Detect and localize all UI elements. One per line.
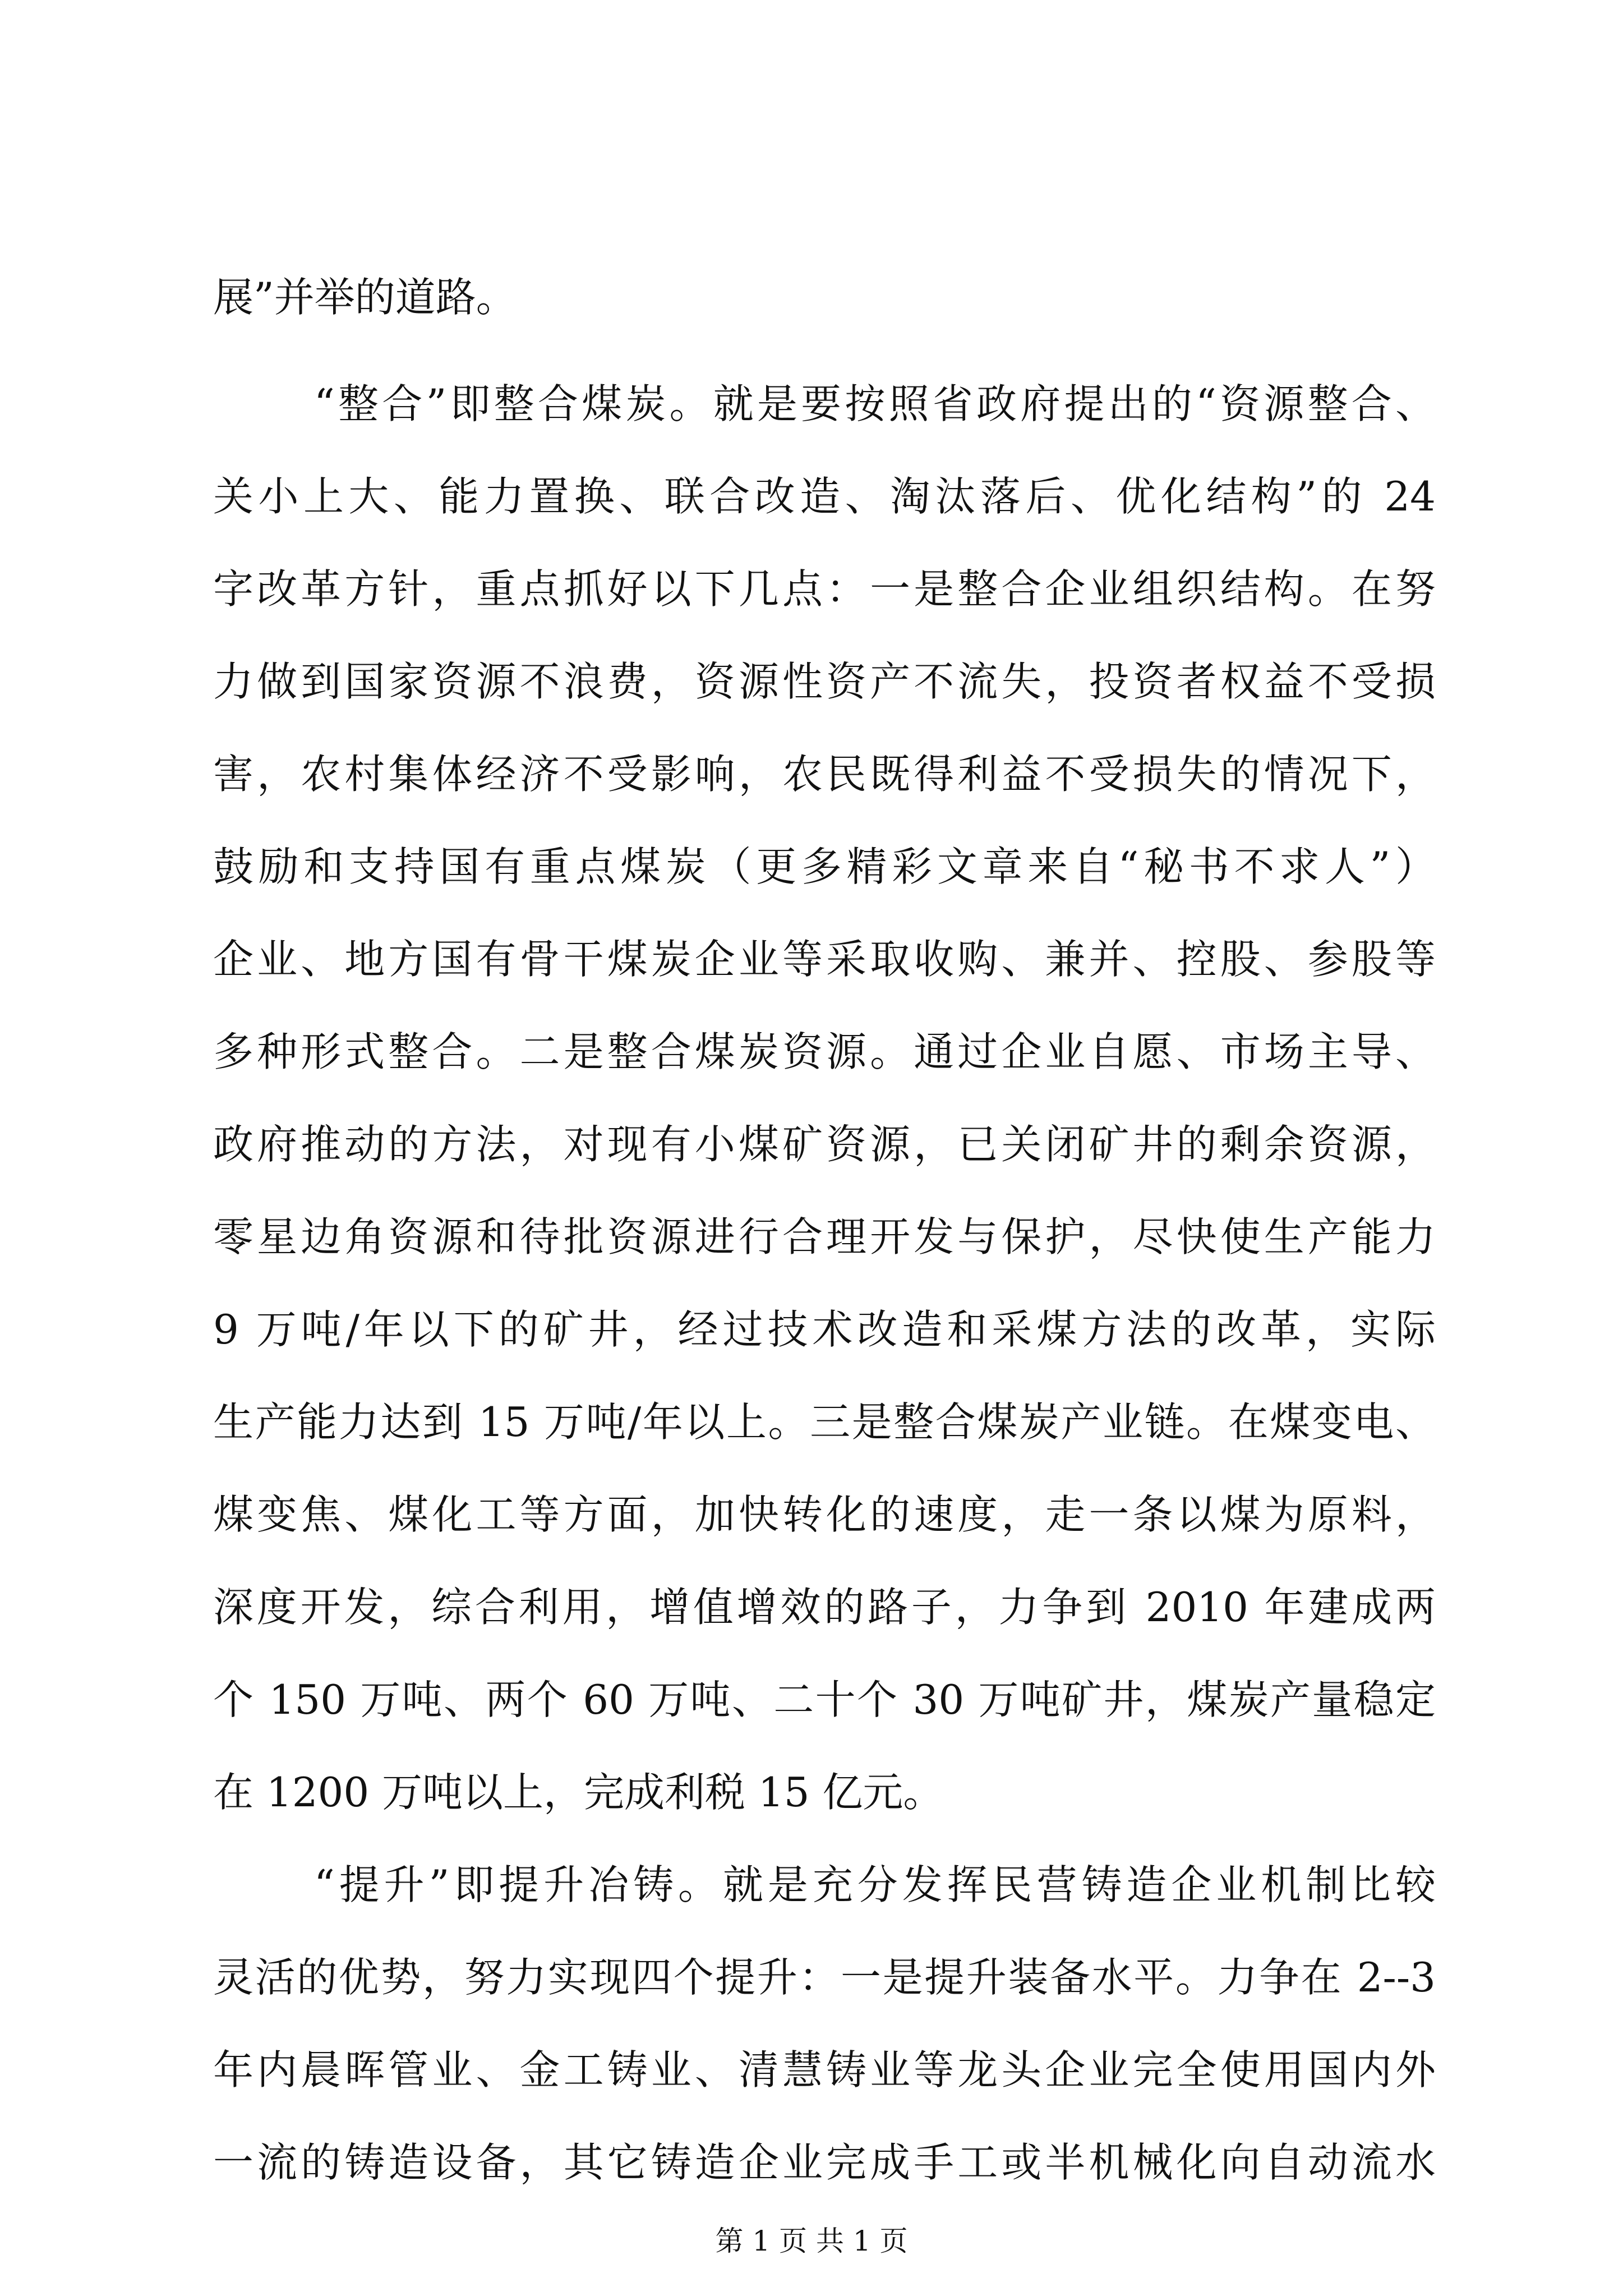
paragraph-line: 生产能力达到 15 万吨/年以上。三是整合煤炭产业链。在煤变电、 (213, 1398, 1436, 1446)
paragraph-line: 字改革方针，重点抓好以下几点：一是整合企业组织结构。在努 (213, 565, 1436, 613)
paragraph-line: 深度开发，综合利用，增值增效的路子，力争到 2010 年建成两 (213, 1584, 1436, 1631)
paragraph-line: 害，农村集体经济不受影响，农民既得利益不受损失的情况下， (213, 751, 1436, 798)
paragraph-line: 灵活的优势，努力实现四个提升：一是提升装备水平。力争在 2--3 (213, 1954, 1436, 2001)
paragraph-line: 年内晨晖管业、金工铸业、清慧铸业等龙头企业完全使用国内外 (213, 2046, 1436, 2093)
paragraph-line: “整合”即整合煤炭。就是要按照省政府提出的“资源整合、 (314, 380, 1436, 427)
paragraph-line: 零星边角资源和待批资源进行合理开发与保护，尽快使生产能力 (213, 1213, 1436, 1260)
paragraph-line: 力做到国家资源不浪费，资源性资产不流失，投资者权益不受损 (213, 658, 1436, 705)
paragraph-line: 一流的铸造设备，其它铸造企业完成手工或半机械化向自动流水 (213, 2139, 1436, 2186)
paragraph-line: 个 150 万吨、两个 60 万吨、二十个 30 万吨矿井，煤炭产量稳定 (213, 1676, 1436, 1723)
paragraph-line: 企业、地方国有骨干煤炭企业等采取收购、兼并、控股、参股等 (213, 936, 1436, 983)
paragraph-line: 多种形式整合。二是整合煤炭资源。通过企业自愿、市场主导、 (213, 1028, 1436, 1075)
page-footer: 第 1 页 共 1 页 (715, 2225, 908, 2257)
paragraph-line: 关小上大、能力置换、联合改造、淘汰落后、优化结构”的 24 (213, 473, 1436, 520)
paragraph-line: 展”并举的道路。 (213, 274, 517, 321)
paragraph-line: 9 万吨/年以下的矿井，经过技术改造和采煤方法的改革，实际 (213, 1306, 1436, 1353)
paragraph-line: 煤变焦、煤化工等方面，加快转化的速度，走一条以煤为原料， (213, 1491, 1436, 1538)
paragraph-line: “提升”即提升冶铸。就是充分发挥民营铸造企业机制比较 (314, 1861, 1436, 1908)
paragraph-line: 政府推动的方法，对现有小煤矿资源，已关闭矿井的剩余资源， (213, 1121, 1436, 1168)
paragraph-line: 鼓励和支持国有重点煤炭（更多精彩文章来自“秘书不求人”） (213, 843, 1436, 890)
paragraph-line: 在 1200 万吨以上，完成利税 15 亿元。 (213, 1769, 944, 1816)
